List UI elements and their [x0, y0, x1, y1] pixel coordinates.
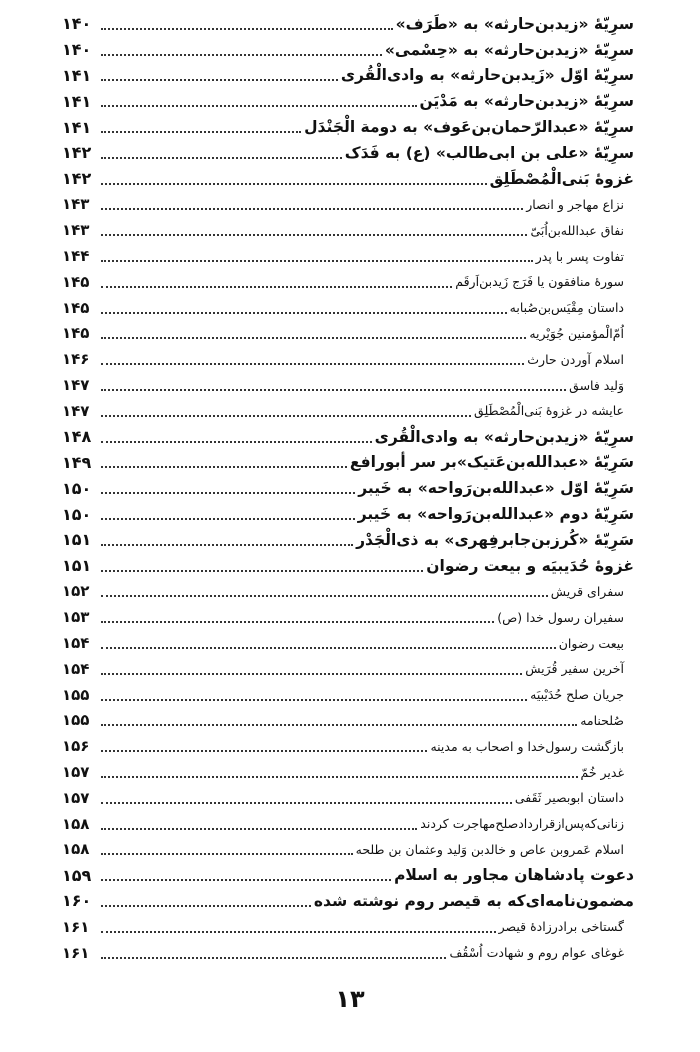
toc-entry-page: ۱۵۰ — [62, 504, 92, 524]
toc-entry-page: ۱۴۱ — [62, 65, 92, 85]
dot-leader — [101, 647, 556, 649]
dot-leader — [101, 415, 471, 417]
dot-leader — [101, 673, 522, 675]
toc-entry — [62, 940, 634, 966]
toc-entry-page: ۱۶۱ — [62, 917, 90, 936]
dot-leader — [101, 466, 347, 468]
toc-entry-page: ۱۵۵ — [62, 685, 90, 704]
dot-leader — [101, 802, 512, 804]
toc-entry-title: سرِیّهٔ «زیدبن‌حارثه» به مَدْیَن — [419, 92, 634, 111]
toc-entry — [62, 837, 634, 863]
dot-leader — [101, 363, 524, 365]
toc-entry-title: سَرِیّهٔ «عبدالله‌بن‌عَتیک»بر سر أبورافع — [349, 453, 634, 472]
dot-leader — [101, 286, 452, 288]
toc-entry — [62, 372, 634, 398]
dot-leader — [101, 234, 527, 236]
toc-entry — [62, 501, 634, 527]
table-of-contents — [62, 11, 634, 965]
toc-entry-page: ۱۵۲ — [62, 582, 90, 601]
toc-entry-title: وَلید فاسق — [569, 377, 624, 393]
toc-entry — [62, 656, 634, 682]
toc-entry — [62, 733, 634, 759]
toc-entry-page: ۱۵۷ — [62, 788, 90, 807]
toc-entry-page: ۱۵۶ — [62, 737, 90, 756]
toc-entry-page: ۱۵۸ — [62, 840, 90, 859]
toc-entry-title: سَرِیّهٔ دوم «عبدالله‌بن‌رَواحه» به خَیبر — [357, 505, 634, 524]
toc-entry-page: ۱۶۱ — [62, 943, 90, 962]
dot-leader — [101, 931, 496, 933]
toc-entry-title: داستان ابوبصیر ثَقَفی — [514, 790, 624, 806]
toc-entry — [62, 295, 634, 321]
toc-entry-page: ۱۵۰ — [62, 478, 92, 498]
toc-entry-title: سرِیّهٔ «زیدبن‌حارثه» به «طَرَف» — [395, 14, 634, 33]
toc-entry-page: ۱۵۸ — [62, 814, 90, 833]
dot-leader — [101, 518, 355, 520]
toc-entry-title: نزاع مهاجر و انصار — [526, 196, 624, 212]
toc-entry-page: ۱۴۲ — [62, 143, 92, 163]
dot-leader — [101, 595, 548, 597]
toc-entry — [62, 11, 634, 37]
toc-entry-title: صُلحنامه — [580, 712, 624, 728]
toc-entry — [62, 914, 634, 940]
toc-entry-title: غوغای عوام روم و شهادت اُسْقُف — [449, 945, 624, 961]
toc-entry — [62, 114, 634, 140]
toc-entry — [62, 527, 634, 553]
toc-entry-page: ۱۴۵ — [62, 298, 90, 317]
toc-entry — [62, 630, 634, 656]
toc-entry — [62, 166, 634, 192]
toc-entry-title: زنانی‌که‌پس‌ازقراردادصلح‌مهاجرت کردند — [420, 816, 624, 832]
toc-entry — [62, 604, 634, 630]
toc-entry — [62, 321, 634, 347]
toc-entry-page: ۱۵۱ — [62, 556, 92, 576]
toc-entry-page: ۱۵۹ — [62, 865, 92, 885]
toc-entry-page: ۱۵۱ — [62, 530, 92, 550]
toc-entry-page: ۱۴۸ — [62, 427, 92, 447]
dot-leader — [101, 699, 527, 701]
dot-leader — [101, 570, 423, 572]
toc-entry-title: سرِیّهٔ «زیدبن‌حارثه» به «حِسْمی» — [384, 40, 634, 59]
dot-leader — [101, 389, 566, 391]
page-number: ۱۳ — [335, 985, 365, 1013]
toc-entry-title: آخرین سفیر قُرَیش — [525, 661, 624, 677]
dot-leader — [101, 724, 577, 726]
toc-entry-title: سفیران رسول خدا (ص) — [497, 609, 624, 625]
dot-leader — [101, 183, 487, 185]
toc-entry — [62, 862, 634, 888]
toc-entry — [62, 888, 634, 914]
toc-entry-page: ۱۴۵ — [62, 272, 90, 291]
dot-leader — [101, 79, 338, 81]
dot-leader — [101, 157, 342, 159]
dot-leader — [101, 441, 372, 443]
dot-leader — [101, 260, 533, 262]
toc-entry-page: ۱۴۵ — [62, 324, 90, 343]
dot-leader — [101, 131, 301, 133]
toc-entry-page: ۱۴۹ — [62, 452, 92, 472]
dot-leader — [101, 750, 427, 752]
toc-entry-title: سرِیّهٔ اوّل «زَیدبن‌حارثه» به وادی‌الْقُری — [340, 66, 634, 85]
toc-entry — [62, 217, 634, 243]
toc-entry — [62, 88, 634, 114]
toc-entry-page: ۱۴۷ — [62, 376, 90, 395]
dot-leader — [101, 957, 446, 959]
toc-entry-page: ۱۵۳ — [62, 608, 90, 627]
toc-entry — [62, 398, 634, 424]
toc-entry-title: سرِیّهٔ «زیدبن‌حارثه» به وادی‌الْقُری — [374, 427, 634, 446]
toc-entry — [62, 269, 634, 295]
dot-leader — [101, 544, 353, 546]
toc-entry-page: ۱۴۰ — [62, 40, 92, 60]
toc-entry — [62, 759, 634, 785]
toc-entry-title: تفاوت پسر با پدر — [535, 248, 624, 264]
toc-entry-page: ۱۵۴ — [62, 659, 90, 678]
toc-entry-title: جریان صلح حُدَیْبیَه — [530, 687, 624, 703]
dot-leader — [101, 312, 507, 314]
toc-entry — [62, 346, 634, 372]
toc-entry-title: گستاخی برادرزادهٔ قیصر — [498, 919, 624, 935]
toc-entry-page: ۱۴۱ — [62, 117, 92, 137]
toc-entry-title: سَرِیّهٔ اوّل «عبدالله‌بن‌رَواحه» به خَیبر — [358, 479, 634, 498]
dot-leader — [101, 208, 523, 210]
toc-entry — [62, 140, 634, 166]
toc-entry — [62, 811, 634, 837]
toc-entry — [62, 63, 634, 89]
toc-entry-title: سفرای قریش — [550, 583, 624, 599]
dot-leader — [101, 879, 391, 881]
toc-entry-title: نفاق عبدالله‌بن‌اُبَیّ — [530, 222, 624, 238]
toc-entry-title: غدیر خُمّ — [580, 764, 624, 780]
dot-leader — [101, 853, 353, 855]
toc-entry — [62, 682, 634, 708]
toc-entry-page: ۱۴۴ — [62, 247, 90, 266]
toc-entry-page: ۱۴۶ — [62, 350, 90, 369]
toc-entry — [62, 553, 634, 579]
toc-entry-title: داستان مِقْیَس‌بن‌صُبابه — [509, 300, 624, 316]
dot-leader — [101, 28, 393, 30]
toc-entry-page: ۱۶۰ — [62, 891, 92, 911]
toc-entry-title: سرِیّهٔ «عبدالرّحمان‌بن‌عَوف» به دومة الْجَنْدَل — [304, 118, 634, 137]
toc-entry — [62, 37, 634, 63]
toc-entry-title: غزوهٔ بَنی‌الْمُصْطَلِق — [489, 169, 634, 188]
toc-entry-page: ۱۵۴ — [62, 634, 90, 653]
toc-entry-page: ۱۴۲ — [62, 169, 92, 189]
toc-entry — [62, 708, 634, 734]
toc-entry — [62, 475, 634, 501]
toc-entry-page: ۱۴۰ — [62, 14, 92, 34]
toc-entry-title: سورهٔ منافقون یا فَرَج زَیدبن‌اَرقَم — [455, 274, 624, 290]
toc-entry-page: ۱۴۷ — [62, 401, 90, 420]
toc-entry-title: اسلام آوردن حارث — [527, 351, 624, 367]
toc-entry-page: ۱۴۳ — [62, 195, 90, 214]
toc-entry — [62, 450, 634, 476]
toc-entry-title: سرِیّهٔ «علی بن ابی‌طالب» (ع) به فَدَک — [344, 143, 634, 162]
dot-leader — [101, 905, 311, 907]
toc-entry — [62, 785, 634, 811]
dot-leader — [101, 337, 526, 339]
toc-entry-title: سَرِیّهٔ «کُرزبن‌جابرفِهری» به ذی‌الْجَدْر — [356, 530, 634, 549]
dot-leader — [101, 828, 417, 830]
toc-entry-title: اُمّ‌الْمؤمنین جُوَیْریه — [529, 325, 624, 341]
dot-leader — [101, 492, 355, 494]
toc-entry-title: بازگشت رسول‌خدا و اصحاب به مدینه — [430, 738, 624, 754]
toc-entry — [62, 424, 634, 450]
toc-entry — [62, 243, 634, 269]
toc-entry-title: اسلام عَمروبن عاص و خالدبن وَلید وعثمان بن طلحه — [355, 841, 624, 857]
toc-entry-page: ۱۴۳ — [62, 221, 90, 240]
toc-entry-title: غزوهٔ حُدَیبیَه و بیعت رضوان — [426, 556, 634, 575]
dot-leader — [101, 105, 417, 107]
toc-entry-title: بیعت رضوان — [558, 635, 624, 651]
toc-entry-page: ۱۵۵ — [62, 711, 90, 730]
toc-entry — [62, 192, 634, 218]
toc-entry-title: دعوت پادشاهان مجاور به اسلام — [394, 866, 634, 885]
dot-leader — [101, 54, 382, 56]
toc-entry — [62, 579, 634, 605]
toc-entry-page: ۱۵۷ — [62, 763, 90, 781]
toc-entry-page: ۱۴۱ — [62, 91, 92, 111]
dot-leader — [101, 776, 578, 778]
dot-leader — [101, 621, 494, 623]
toc-entry-title: عایشه در غزوهٔ بَنی‌الْمُصْطَلِق — [474, 403, 624, 419]
toc-entry-title: مضمون‌نامه‌ای‌که به قیصر روم نوشته شده — [313, 891, 634, 910]
